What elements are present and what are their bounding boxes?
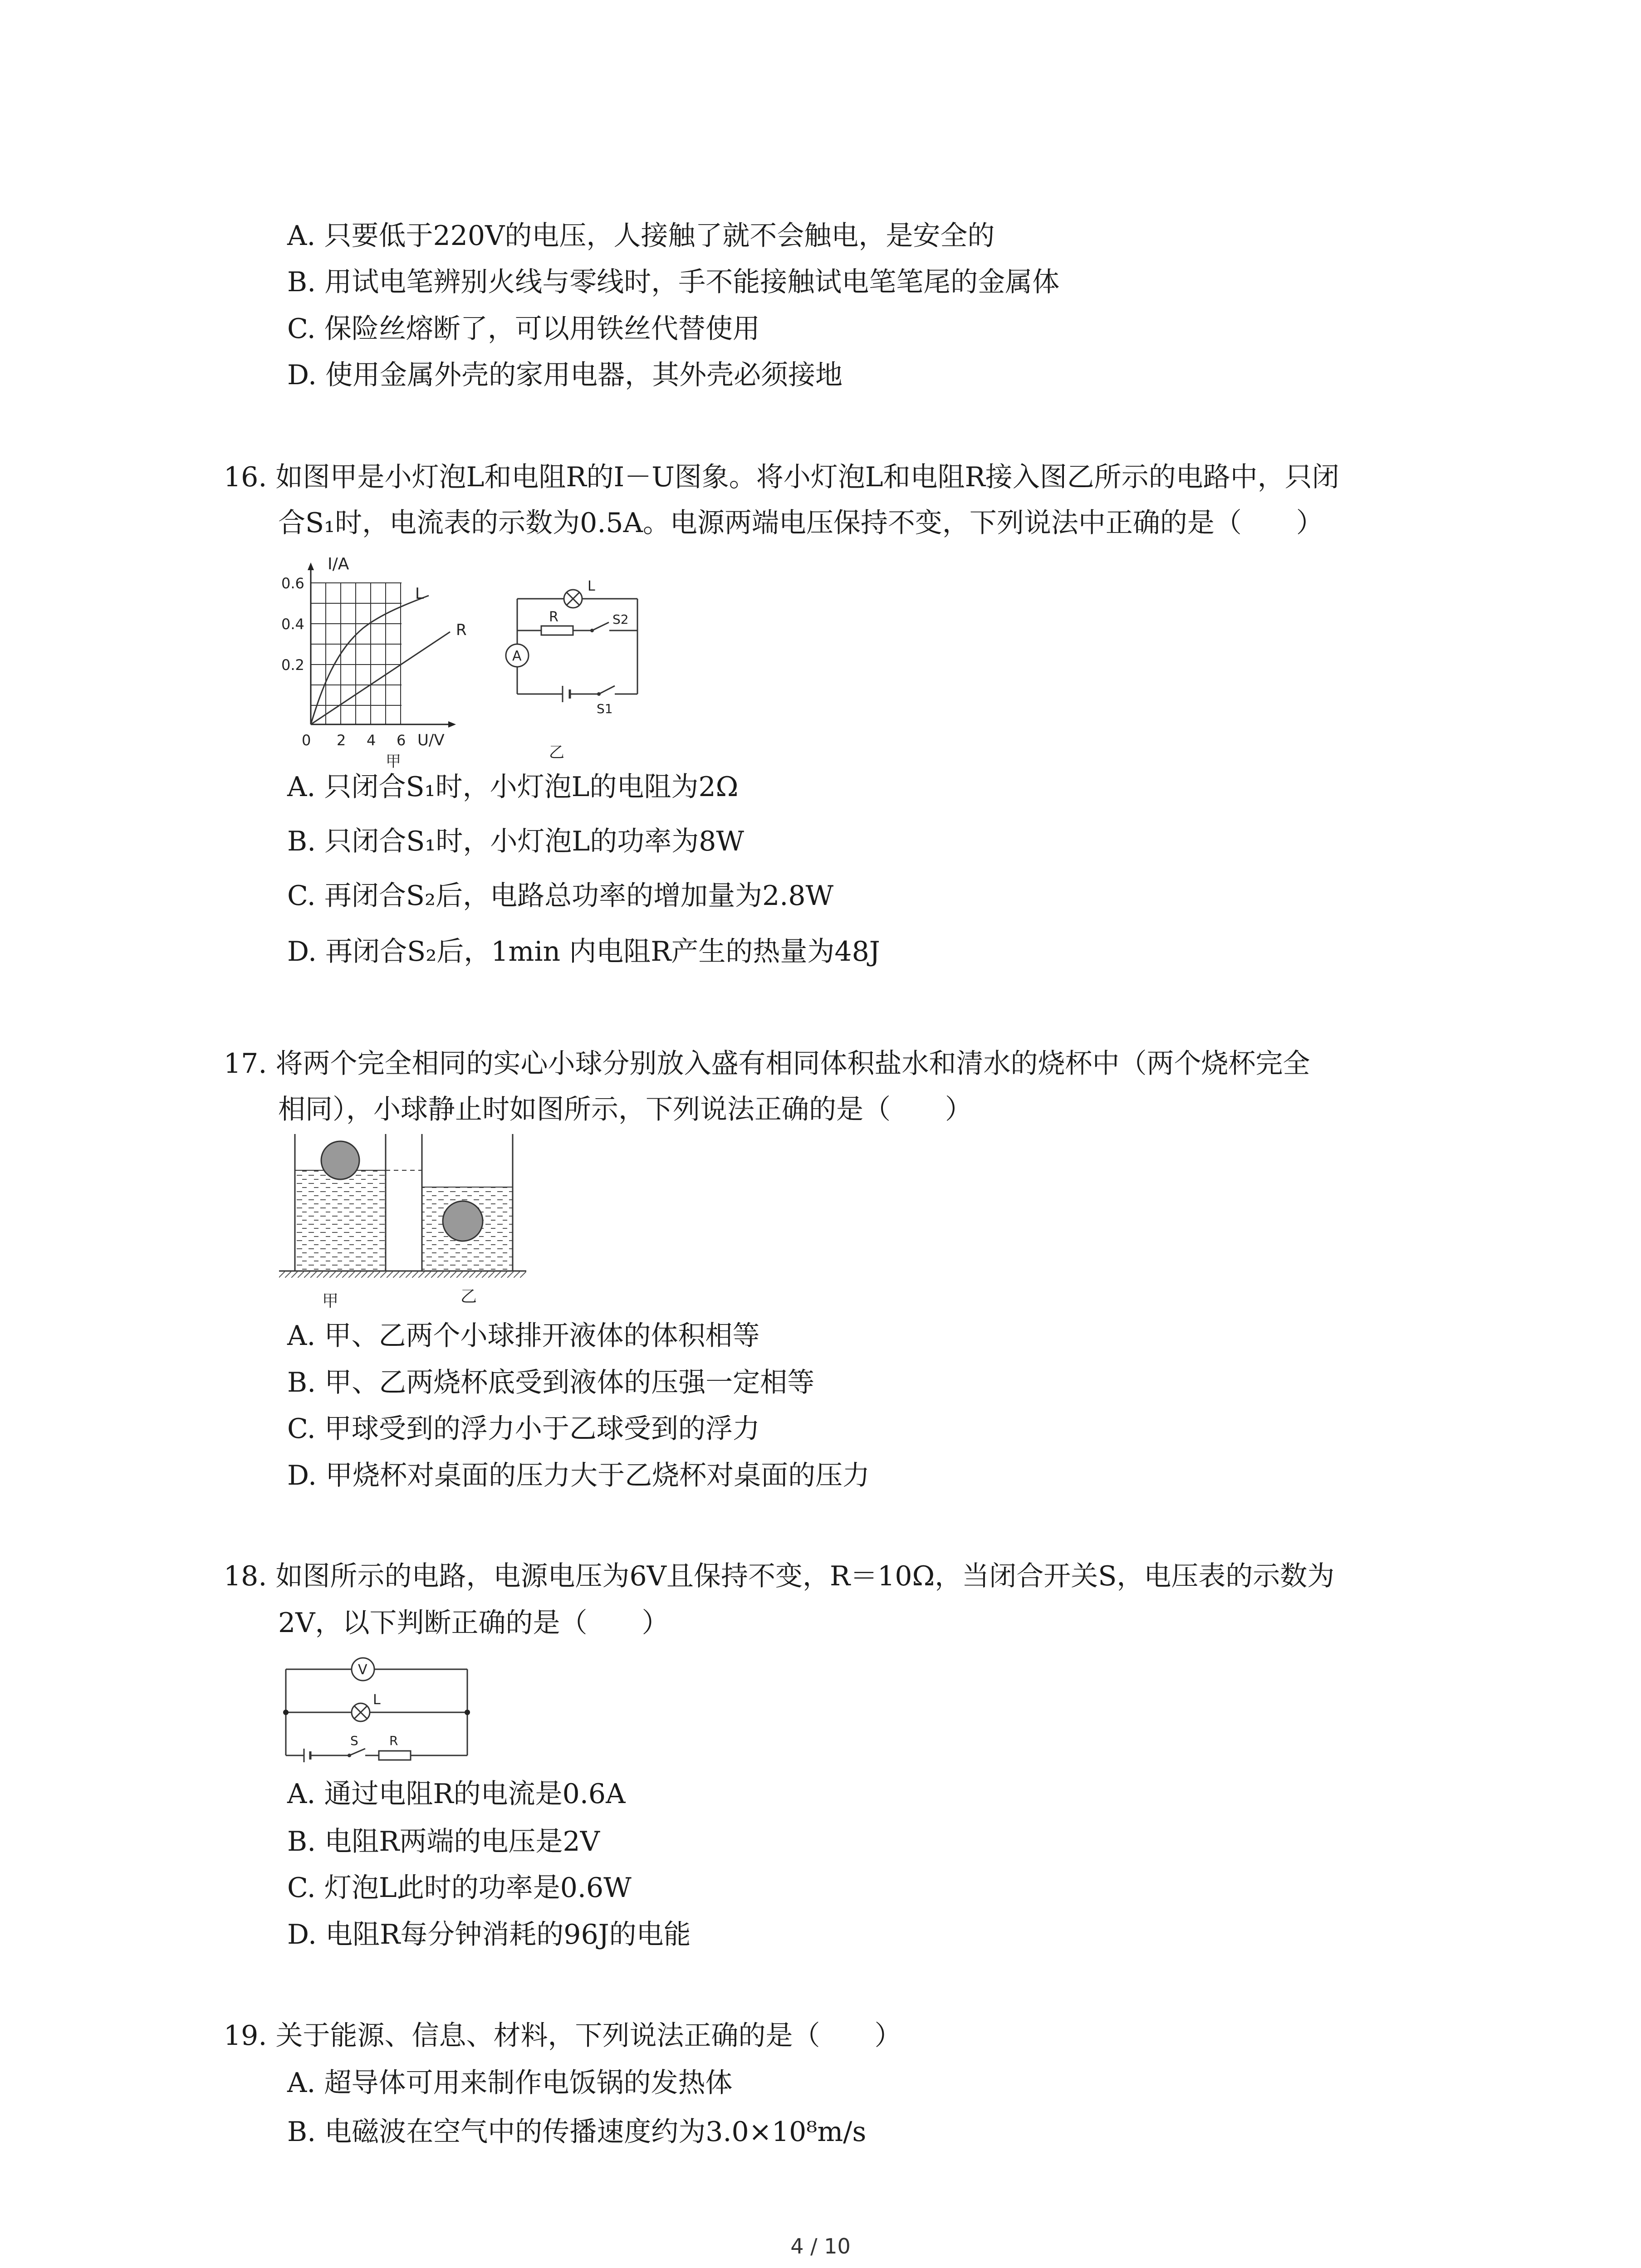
switch-s2-icon [590, 622, 609, 632]
x-axis-arrow-icon [448, 721, 456, 728]
lamp-label: L [373, 1692, 381, 1708]
q16-iu-graph [272, 556, 490, 769]
q18-option-c: C. 灯泡L此时的功率是0.6W [287, 1872, 632, 1904]
x-tick-2: 2 [337, 732, 346, 749]
resistor-label: R [549, 609, 558, 625]
line-r [311, 632, 450, 724]
graph-grid [311, 583, 402, 724]
q17-beakers-figure [272, 1132, 535, 1313]
q16-stem-line1: 16. 如图甲是小灯泡L和电阻R的I－U图象。将小灯泡L和电阻R接入图乙所示的电路中，只闭 [224, 461, 1339, 493]
x-tick-6: 6 [397, 732, 406, 749]
x-axis-label: U/V [417, 731, 445, 749]
q16-option-d: D. 再闭合S₂后，1min 内电阻R产生的热量为48J [287, 936, 880, 968]
q18-option-b: B. 电阻R两端的电压是2V [287, 1826, 600, 1857]
y-tick-04: 0.4 [281, 616, 304, 633]
q19-stem-line1: 19. 关于能源、信息、材料，下列说法正确的是（ ） [224, 2020, 902, 2052]
line-r-label: R [456, 621, 467, 639]
q17-option-b: B. 甲、乙两烧杯底受到液体的压强一定相等 [287, 1367, 815, 1398]
lamp-icon [564, 590, 582, 608]
q19-option-a: A. 超导体可用来制作电饭锅的发热体 [287, 2067, 733, 2099]
switch-s1-label: S1 [597, 701, 613, 716]
q16-circuit [490, 567, 662, 767]
right-caption: 乙 [460, 1287, 477, 1306]
q18-stem-line1: 18. 如图所示的电路，电源电压为6V且保持不变，R＝10Ω，当闭合开关S，电压表的示数为 [224, 1560, 1335, 1592]
submerged-ball [443, 1201, 483, 1241]
q17-option-c: C. 甲球受到的浮力小于乙球受到的浮力 [287, 1413, 760, 1445]
switch-s2-label: S2 [612, 612, 629, 627]
q16-option-b: B. 只闭合S₁时，小灯泡L的功率为8W [287, 826, 745, 857]
switch-s1-icon [597, 686, 615, 696]
q17-option-d: D. 甲烧杯对桌面的压力大于乙烧杯对桌面的压力 [287, 1460, 870, 1491]
x-tick-4: 4 [367, 732, 376, 749]
q18-option-a: A. 通过电阻R的电流是0.6A [287, 1778, 626, 1810]
curve-l-label: L [415, 585, 424, 603]
q15-option-a: A. 只要低于220V的电压，人接触了就不会触电，是安全的 [287, 220, 995, 252]
q18-circuit [272, 1649, 481, 1771]
q18-option-d: D. 电阻R每分钟消耗的96J的电能 [287, 1919, 691, 1950]
ground-hatch [279, 1271, 526, 1278]
ammeter-label: A [512, 648, 522, 664]
q17-stem-line2: 相同），小球静止时如图所示，下列说法正确的是（ ） [278, 1094, 972, 1125]
q19-option-b: B. 电磁波在空气中的传播速度约为3.0×10⁸m/s [287, 2116, 867, 2148]
y-axis-label: I/A [328, 556, 349, 573]
ammeter-icon [506, 644, 529, 667]
voltmeter-icon [352, 1658, 374, 1681]
left-caption: 甲 [322, 1292, 339, 1310]
resistor-icon [379, 1751, 411, 1760]
x-tick-0: 0 [302, 732, 311, 749]
battery-icon [304, 1749, 310, 1762]
voltmeter-label: V [358, 1662, 367, 1678]
q15-option-d: D. 使用金属外壳的家用电器，其外壳必须接地 [287, 359, 843, 391]
floating-ball [321, 1141, 359, 1179]
circuit-caption: 乙 [549, 743, 564, 762]
switch-icon [348, 1749, 365, 1757]
y-axis-arrow-icon [308, 562, 314, 570]
q17-option-a: A. 甲、乙两个小球排开液体的体积相等 [287, 1320, 760, 1352]
y-tick-02: 0.2 [281, 656, 304, 674]
lamp-icon [352, 1703, 370, 1721]
q17-stem-line1: 17. 将两个完全相同的实心小球分别放入盛有相同体积盐水和清水的烧杯中（两个烧杯完全 [224, 1048, 1310, 1080]
q16-option-c: C. 再闭合S₂后，电路总功率的增加量为2.8W [287, 880, 834, 912]
lamp-label: L [588, 578, 595, 594]
q16-option-a: A. 只闭合S₁时，小灯泡L的电阻为2Ω [287, 771, 739, 803]
switch-label: S [350, 1733, 358, 1748]
q18-stem-line2: 2V，以下判断正确的是（ ） [278, 1607, 669, 1639]
y-tick-06: 0.6 [281, 575, 304, 592]
resistor-icon [541, 626, 573, 635]
q15-option-b: B. 用试电笔辨别火线与零线时，手不能接触试电笔笔尾的金属体 [287, 266, 1060, 298]
left-liquid [295, 1170, 386, 1271]
resistor-label: R [389, 1733, 398, 1748]
q15-option-c: C. 保险丝熔断了，可以用铁丝代替使用 [287, 313, 760, 345]
q16-stem-line2: 合S₁时，电流表的示数为0.5A。电源两端电压保持不变，下列说法中正确的是（ ） [278, 507, 1323, 539]
graph-caption: 甲 [386, 753, 401, 769]
battery-icon [563, 686, 570, 702]
page-number: 4 / 10 [790, 2234, 851, 2258]
